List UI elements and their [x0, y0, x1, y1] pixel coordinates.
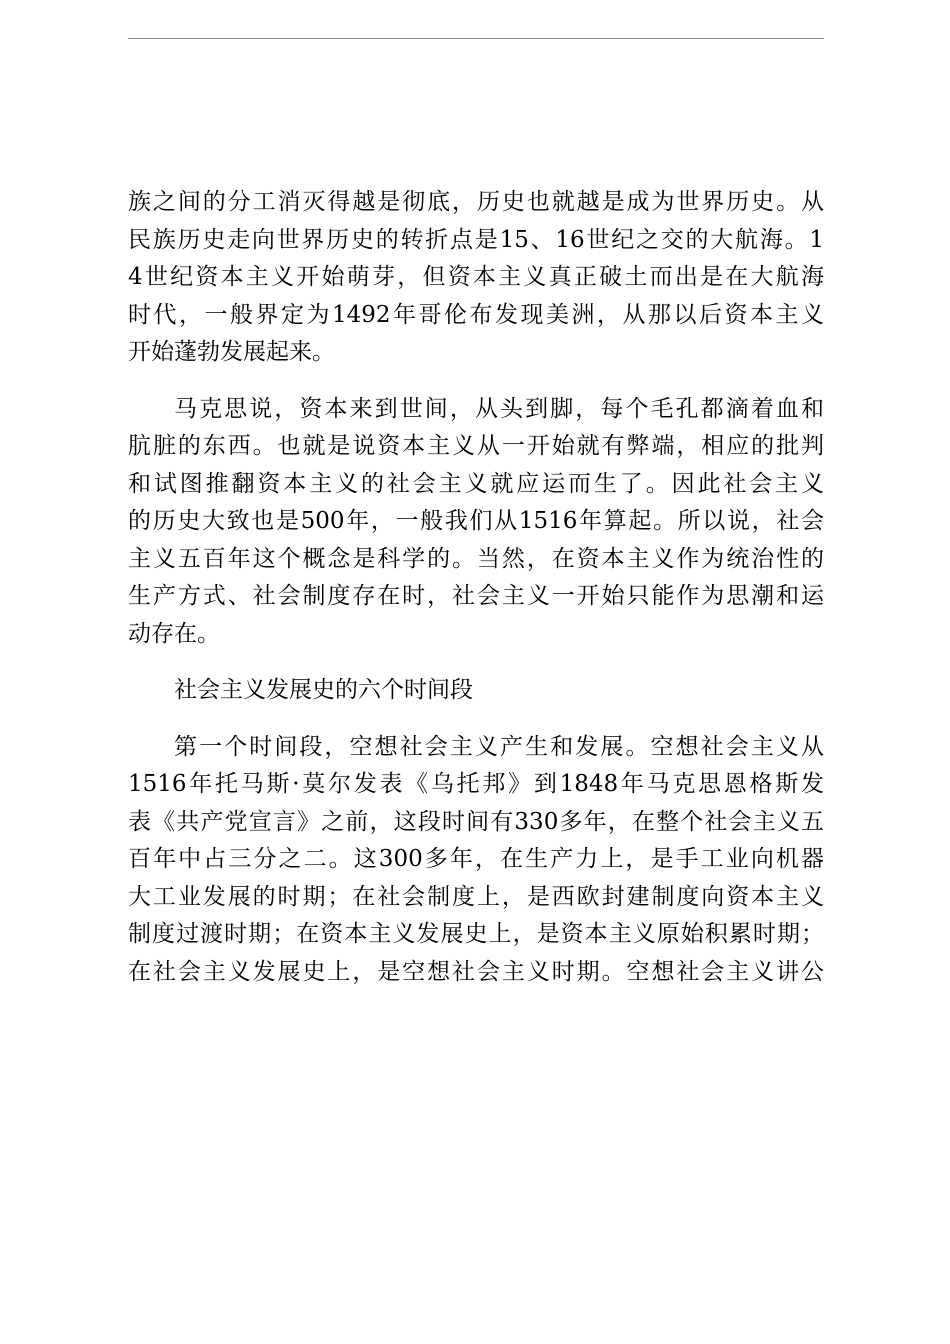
text-line: 第一个时间段，空想社会主义产生和发展。空想社会主义从: [174, 733, 824, 760]
text-line: 开始蓬勃发展起来。: [128, 339, 335, 365]
text-line: 民族历史走向世界历史的转折点是15、16世纪之交的大航海。1: [128, 226, 824, 253]
text-line: 4世纪资本主义开始萌芽，但资本主义真正破土而出是在大航海: [128, 264, 824, 290]
text-line: 1516年托马斯·莫尔发表《乌托邦》到1848年马克思恩格斯发: [128, 771, 824, 797]
text-line: 百年中占三分之二。这300多年，在生产力上，是手工业向机器: [128, 846, 824, 872]
paragraph-2: [128, 391, 824, 654]
document-body: [128, 184, 824, 1010]
text-line: 在社会主义发展史上，是空想社会主义时期。空想社会主义讲公: [128, 958, 824, 985]
text-line: 肮脏的东西。也就是说资本主义从一开始就有弊端，相应的批判: [128, 433, 824, 459]
text-line: 和试图推翻资本主义的社会主义就应运而生了。因此社会主义: [128, 470, 824, 497]
text-line: 大工业发展的时期；在社会制度上，是西欧封建制度向资本主义: [128, 883, 824, 910]
text-line: 制度过渡时期；在资本主义发展史上，是资本主义原始积累时期；: [128, 921, 824, 947]
paragraph-1: [128, 184, 824, 372]
text-line: 动存在。: [128, 620, 220, 647]
text-line: 表《共产党宣言》之前，这段时间有330多年，在整个社会主义五: [128, 808, 824, 835]
paragraph-3: [128, 729, 824, 992]
text-line: 的历史大致也是500年，一般我们从1516年算起。所以说，社会: [128, 508, 824, 534]
text-line: 主义五百年这个概念是科学的。当然，在资本主义作为统治性的: [128, 545, 824, 572]
section-heading-text: 社会主义发展史的六个时间段: [174, 677, 473, 703]
section-heading: [128, 672, 824, 710]
text-line: 生产方式、社会制度存在时，社会主义一开始只能作为思潮和运: [128, 583, 824, 609]
text-line: 马克思说，资本来到世间，从头到脚，每个毛孔都滴着血和: [174, 395, 824, 422]
text-line: 族之间的分工消灭得越是彻底，历史也就越是成为世界历史。从: [128, 189, 824, 215]
header-rule: [128, 38, 824, 39]
text-line: 时代，一般界定为1492年哥伦布发现美洲，从那以后资本主义: [128, 301, 824, 328]
